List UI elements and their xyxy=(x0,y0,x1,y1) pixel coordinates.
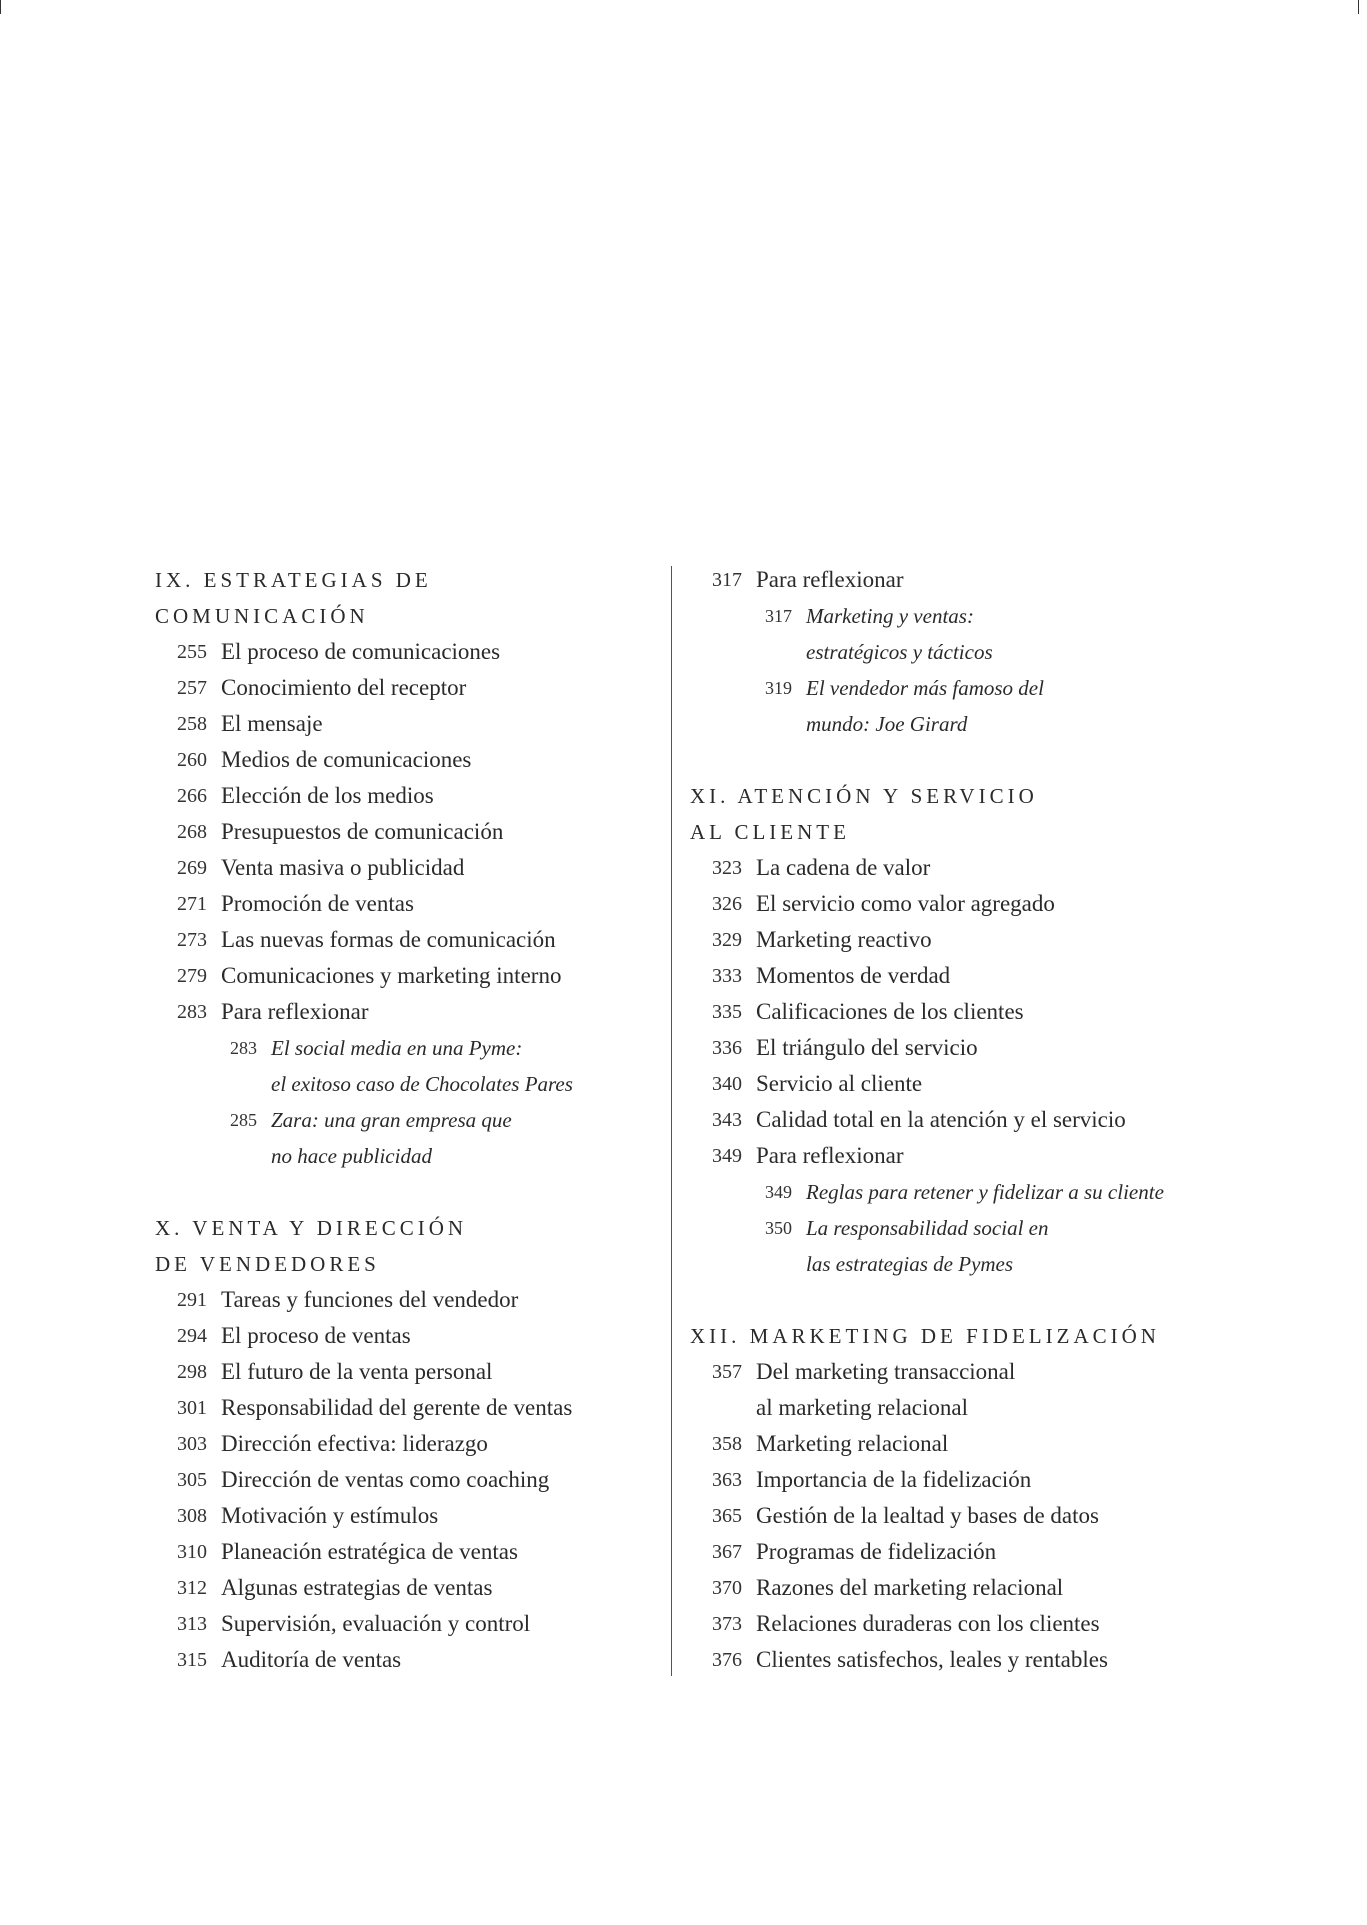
toc-entry[interactable] xyxy=(690,1030,1260,1066)
page-number: 303 xyxy=(177,1433,207,1455)
entry-title: Servicio al cliente xyxy=(756,1071,923,1096)
page-number: 323 xyxy=(712,857,742,879)
toc-entry[interactable] xyxy=(690,850,1260,886)
chapter-title: IX. ESTRATEGIAS DE COMUNICACIÓN xyxy=(155,568,432,628)
entry-title: Del marketing transaccional al marketing relacional xyxy=(756,1359,1016,1420)
entry-title: Auditoría de ventas xyxy=(221,1647,402,1672)
entry-title: El servicio como valor agregado xyxy=(756,891,1055,916)
toc-entry[interactable] xyxy=(155,1426,655,1462)
section-spacer xyxy=(155,1174,655,1210)
page-number: 298 xyxy=(177,1361,207,1383)
page-number: 350 xyxy=(765,1218,792,1238)
entry-title: Calidad total en la atención y el servicio xyxy=(756,1107,1126,1132)
page-number: 370 xyxy=(712,1577,742,1599)
page-number: 329 xyxy=(712,929,742,951)
page-number: 358 xyxy=(712,1433,742,1455)
entry-title: El vendedor más famoso del mundo: Joe Girard xyxy=(806,676,1044,736)
page-number: 269 xyxy=(177,857,207,879)
entry-title: Presupuestos de comunicación xyxy=(221,819,504,844)
entry-title: Calificaciones de los clientes xyxy=(756,999,1024,1024)
entry-title: Clientes satisfechos, leales y rentables xyxy=(756,1647,1108,1672)
page-number: 349 xyxy=(712,1145,742,1167)
toc-subentry[interactable] xyxy=(155,1102,655,1174)
entry-title: Momentos de verdad xyxy=(756,963,951,988)
page-number: 315 xyxy=(177,1649,207,1671)
crop-mark-right xyxy=(1358,0,1359,14)
entry-title: Responsabilidad del gerente de ventas xyxy=(221,1395,573,1420)
entry-title: El triángulo del servicio xyxy=(756,1035,978,1060)
page-number: 310 xyxy=(177,1541,207,1563)
entry-title: Promoción de ventas xyxy=(221,891,414,916)
section-spacer xyxy=(690,1282,1260,1318)
toc-entry[interactable] xyxy=(155,994,655,1030)
entry-title: Programas de fidelización xyxy=(756,1539,997,1564)
toc-entry[interactable] xyxy=(155,778,655,814)
page-number: 357 xyxy=(712,1361,742,1383)
entry-title: Planeación estratégica de ventas xyxy=(221,1539,518,1564)
page-number: 333 xyxy=(712,965,742,987)
page-number: 258 xyxy=(177,713,207,735)
toc-subentry[interactable] xyxy=(690,1174,1260,1210)
toc-entry[interactable] xyxy=(155,1570,655,1606)
toc-entry[interactable] xyxy=(690,1534,1260,1570)
page-number: 317 xyxy=(765,606,792,626)
toc-right-column xyxy=(690,562,1260,1678)
toc-entry[interactable] xyxy=(155,1318,655,1354)
entry-title: Tareas y funciones del vendedor xyxy=(221,1287,519,1312)
page-number: 373 xyxy=(712,1613,742,1635)
toc-entry[interactable] xyxy=(690,1066,1260,1102)
page-number: 326 xyxy=(712,893,742,915)
toc-entry[interactable] xyxy=(690,1426,1260,1462)
toc-entry[interactable] xyxy=(155,1390,655,1426)
page-number: 301 xyxy=(177,1397,207,1419)
toc-entry[interactable] xyxy=(155,850,655,886)
page-number: 271 xyxy=(177,893,207,915)
page-number: 266 xyxy=(177,785,207,807)
entry-title: Reglas para retener y fidelizar a su cliente xyxy=(806,1180,1164,1204)
page-number: 319 xyxy=(765,678,792,698)
page-number: 268 xyxy=(177,821,207,843)
page-number: 257 xyxy=(177,677,207,699)
toc-entry[interactable] xyxy=(155,706,655,742)
entry-title: Dirección de ventas como coaching xyxy=(221,1467,550,1492)
page-number: 291 xyxy=(177,1289,207,1311)
toc-entry[interactable] xyxy=(690,1498,1260,1534)
page-number: 305 xyxy=(177,1469,207,1491)
section-spacer xyxy=(690,742,1260,778)
entry-title: Relaciones duraderas con los clientes xyxy=(756,1611,1100,1636)
toc-subentry[interactable] xyxy=(155,1030,655,1102)
chapter-title: XI. ATENCIÓN Y SERVICIO AL CLIENTE xyxy=(690,784,1038,844)
entry-title: Para reflexionar xyxy=(221,999,369,1024)
toc-left-column xyxy=(155,562,655,1678)
toc-entry[interactable] xyxy=(155,634,655,670)
toc-entry[interactable] xyxy=(690,886,1260,922)
toc-section xyxy=(155,1210,655,1678)
entry-title: Motivación y estímulos xyxy=(221,1503,439,1528)
toc-entry[interactable] xyxy=(155,670,655,706)
entry-title: Marketing reactivo xyxy=(756,927,932,952)
entry-title: Gestión de la lealtad y bases de datos xyxy=(756,1503,1099,1528)
page-number: 336 xyxy=(712,1037,742,1059)
toc-subentry[interactable] xyxy=(690,670,1260,742)
page-number: 308 xyxy=(177,1505,207,1527)
toc-entry[interactable] xyxy=(155,958,655,994)
entry-title: El social media en una Pyme: el exitoso caso de Chocolates Pares xyxy=(271,1036,573,1096)
entry-title: Zara: una gran empresa que no hace publicidad xyxy=(271,1108,512,1168)
page-number: 363 xyxy=(712,1469,742,1491)
toc-entry[interactable] xyxy=(690,922,1260,958)
entry-title: Importancia de la fidelización xyxy=(756,1467,1032,1492)
entry-title: Elección de los medios xyxy=(221,783,434,808)
page-number: 367 xyxy=(712,1541,742,1563)
page-number: 335 xyxy=(712,1001,742,1023)
column-divider xyxy=(671,566,672,1676)
entry-title: Medios de comunicaciones xyxy=(221,747,472,772)
page-number: 376 xyxy=(712,1649,742,1671)
entry-title: La responsabilidad social en las estrategias de Pymes xyxy=(806,1216,1049,1276)
page-number: 255 xyxy=(177,641,207,663)
page-number: 365 xyxy=(712,1505,742,1527)
toc-entry[interactable] xyxy=(690,1570,1260,1606)
entry-title: Venta masiva o publicidad xyxy=(221,855,465,880)
toc-section xyxy=(690,1318,1260,1678)
toc-entry[interactable] xyxy=(155,1642,655,1678)
entry-title: Comunicaciones y marketing interno xyxy=(221,963,562,988)
page-number: 260 xyxy=(177,749,207,771)
entry-title: El mensaje xyxy=(221,711,323,736)
toc-entry[interactable] xyxy=(690,994,1260,1030)
toc-entry[interactable] xyxy=(155,1282,655,1318)
entry-title: Para reflexionar xyxy=(756,567,904,592)
entry-title: El proceso de ventas xyxy=(221,1323,411,1348)
entry-title: Para reflexionar xyxy=(756,1143,904,1168)
toc-entry[interactable] xyxy=(155,922,655,958)
page-number: 340 xyxy=(712,1073,742,1095)
page-number: 317 xyxy=(712,569,742,591)
toc-entry[interactable] xyxy=(155,742,655,778)
toc-entry[interactable] xyxy=(155,1534,655,1570)
toc-entry[interactable] xyxy=(155,1462,655,1498)
toc-entry[interactable] xyxy=(155,886,655,922)
page-number: 312 xyxy=(177,1577,207,1599)
entry-title: Supervisión, evaluación y control xyxy=(221,1611,531,1636)
toc-entry[interactable] xyxy=(690,1138,1260,1174)
toc-entry[interactable] xyxy=(155,814,655,850)
page-number: 343 xyxy=(712,1109,742,1131)
toc-entry[interactable] xyxy=(690,1102,1260,1138)
toc-entry[interactable] xyxy=(690,958,1260,994)
entry-title: La cadena de valor xyxy=(756,855,931,880)
entry-title: Razones del marketing relacional xyxy=(756,1575,1064,1600)
toc-subentry[interactable] xyxy=(690,1210,1260,1282)
toc-section xyxy=(690,778,1260,1282)
entry-title: Conocimiento del receptor xyxy=(221,675,467,700)
toc-subentry[interactable] xyxy=(690,598,1260,670)
toc-entry[interactable] xyxy=(690,1606,1260,1642)
page-number: 349 xyxy=(765,1182,792,1202)
toc-entry[interactable] xyxy=(690,562,1260,598)
entry-title: Marketing y ventas: estratégicos y tácticos xyxy=(806,604,993,664)
entry-title: Marketing relacional xyxy=(756,1431,949,1456)
toc-entry[interactable] xyxy=(690,1462,1260,1498)
entry-title: Algunas estrategias de ventas xyxy=(221,1575,493,1600)
toc-section xyxy=(155,562,655,1174)
toc-entry[interactable] xyxy=(690,1642,1260,1678)
toc-entry[interactable] xyxy=(690,1354,1260,1426)
chapter-title: X. VENTA Y DIRECCIÓN DE VENDEDORES xyxy=(155,1216,468,1276)
page-number: 285 xyxy=(230,1110,257,1130)
toc-entry[interactable] xyxy=(155,1606,655,1642)
toc-entry[interactable] xyxy=(155,1498,655,1534)
page-number: 313 xyxy=(177,1613,207,1635)
toc-section xyxy=(690,562,1260,742)
page-number: 273 xyxy=(177,929,207,951)
entry-title: Dirección efectiva: liderazgo xyxy=(221,1431,488,1456)
entry-title: El futuro de la venta personal xyxy=(221,1359,493,1384)
chapter-title: XII. MARKETING DE FIDELIZACIÓN xyxy=(690,1324,1160,1348)
page-number: 279 xyxy=(177,965,207,987)
toc-entry[interactable] xyxy=(155,1354,655,1390)
page-number: 283 xyxy=(230,1038,257,1058)
entry-title: El proceso de comunicaciones xyxy=(221,639,501,664)
page-number: 283 xyxy=(177,1001,207,1023)
page-number: 294 xyxy=(177,1325,207,1347)
crop-mark-left xyxy=(0,0,1,14)
entry-title: Las nuevas formas de comunicación xyxy=(221,927,556,952)
